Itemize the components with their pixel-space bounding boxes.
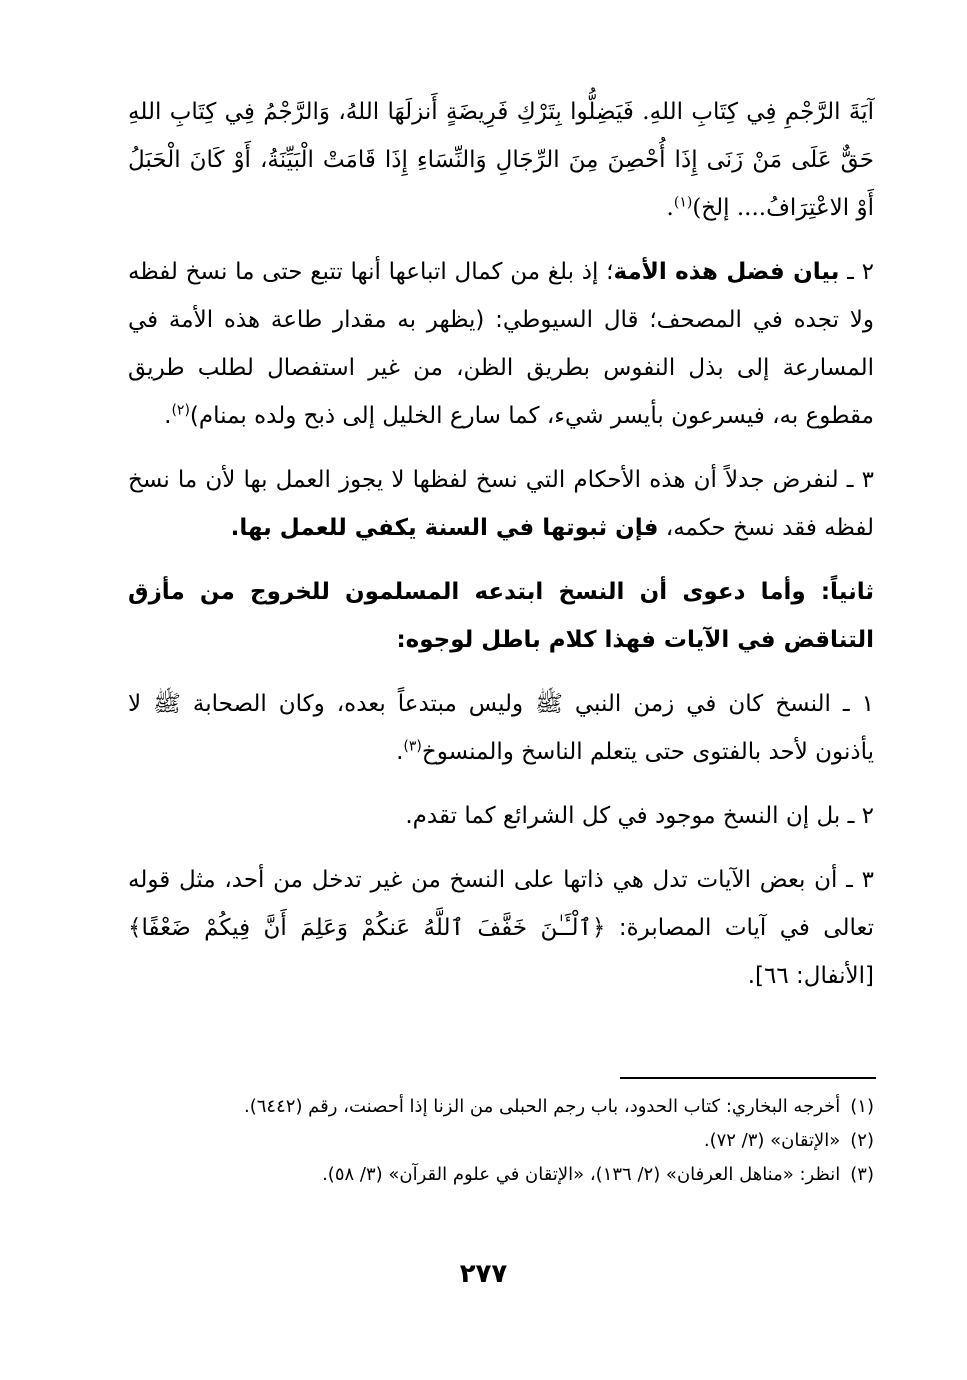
paragraph-emphasis: فإن ثبوتها في السنة يكفي للعمل بها. — [230, 515, 659, 541]
paragraph-rajm-verse — [128, 88, 874, 232]
footnote-3 — [128, 1158, 874, 1192]
paragraph-reason-1 — [128, 680, 874, 776]
footnote-number: (٣) — [850, 1164, 874, 1185]
paragraph-text: آيَةَ الرَّجْمِ فِي كِتَابِ اللهِ. فَيَضِلُّوا بِتَرْكِ فَرِيضَةٍ أَنزلَهَا اللهُ، وَالرَّجْمُ فِي كِتَابِ اللهِ حَقٌّ عَلَى مَنْ زَنَى إِذَا أُحْصِنَ مِنَ الرِّجَالِ وَالنِّسَاءِ إِذَا قَامَتْ الْبَيِّنَةُ، أَوْ كَانَ الْحَبَلُ أَوْ الاعْتِرَافُ.... إلخ) — [128, 99, 874, 221]
paragraph-reason-3 — [128, 856, 874, 1000]
quran-verse: ﴿ٱلْـَٔـٰنَ خَفَّفَ ٱللَّهُ عَنكُمْ وَعَلِمَ أَنَّ فِيكُمْ ضَعْفًا﴾ — [128, 915, 606, 941]
footnote-text: «الإتقان» (٣/ ٧٢). — [703, 1130, 841, 1151]
section-heading-second: ثانياً: وأما دعوى أن النسخ ابتدعه المسلمون للخروج من مأزق التناقض في الآيات فهذا كلام باطل لوجوه: — [128, 579, 874, 653]
footnote-ref-2[interactable]: (٢) — [171, 402, 190, 419]
point-number: ٢ ـ — [839, 259, 874, 285]
footnote-text: انظر: «مناهل العرفان» (٢/ ١٣٦)، «الإتقان في علوم القرآن» (٣/ ٥٨). — [322, 1164, 841, 1185]
footnote-ref-1[interactable]: (١) — [673, 194, 693, 211]
verse-citation: [الأنفال: ٦٦]. — [747, 963, 874, 989]
paragraph-text: ؛ إذ بلغ من كمال اتباعها أنها تتبع حتى ما نسخ لفظه ولا تجده في المصحف؛ قال السيوطي: (يظهر به مقدار طاعة هذه الأمة في المسارعة إلى بذل النفوس بطريق الظن، من غير استفصال لطلب طريق مقطوع به، فيسرعون بأيسر شيء، كما سارع الخليل إلى ذبح ولده بمنام) — [128, 259, 874, 429]
footnote-1 — [128, 1090, 874, 1124]
page-number: ٢٧٧ — [459, 1259, 508, 1289]
paragraph-text: ١ ـ النسخ كان في زمن النبي ﷺ وليس مبتدعاً بعده، وكان الصحابة ﷺ لا يأذنون لأحد بالفتوى حتى يتعلم الناسخ والمنسوخ — [128, 691, 874, 765]
paragraph-point-3 — [128, 456, 874, 552]
period: . — [666, 195, 674, 221]
footnote-divider — [620, 1077, 876, 1079]
paragraph-text: ٣ ـ لنفرض جدلاً أن هذه الأحكام التي نسخ لفظها لا يجوز العمل بها لأن ما نسخ لفظه فقد نسخ حكمه، — [128, 467, 874, 541]
footnote-2 — [128, 1124, 874, 1158]
footnote-text: أخرجه البخاري: كتاب الحدود، باب رجم الحبلى من الزنا إذا أحصنت، رقم (٦٤٤٢). — [244, 1096, 841, 1117]
period: . — [396, 739, 404, 765]
period: . — [164, 403, 172, 429]
page-body — [128, 88, 874, 1016]
footnote-number: (٢) — [850, 1130, 874, 1151]
paragraph-text: ٣ ـ أن بعض الآيات تدل هي ذاتها على النسخ من غير تدخل من أحد، مثل قوله تعالى في آيات المصابرة: — [128, 867, 874, 941]
footnote-number: (١) — [850, 1096, 874, 1117]
paragraph-reason-2: ٢ ـ بل إن النسخ موجود في كل الشرائع كما تقدم. — [405, 803, 874, 829]
paragraph-point-2 — [128, 248, 874, 440]
footnote-ref-3[interactable]: (٣) — [403, 738, 422, 755]
point-heading: بيان فضل هذه الأمة — [613, 259, 840, 285]
footnotes-section — [128, 1090, 874, 1192]
